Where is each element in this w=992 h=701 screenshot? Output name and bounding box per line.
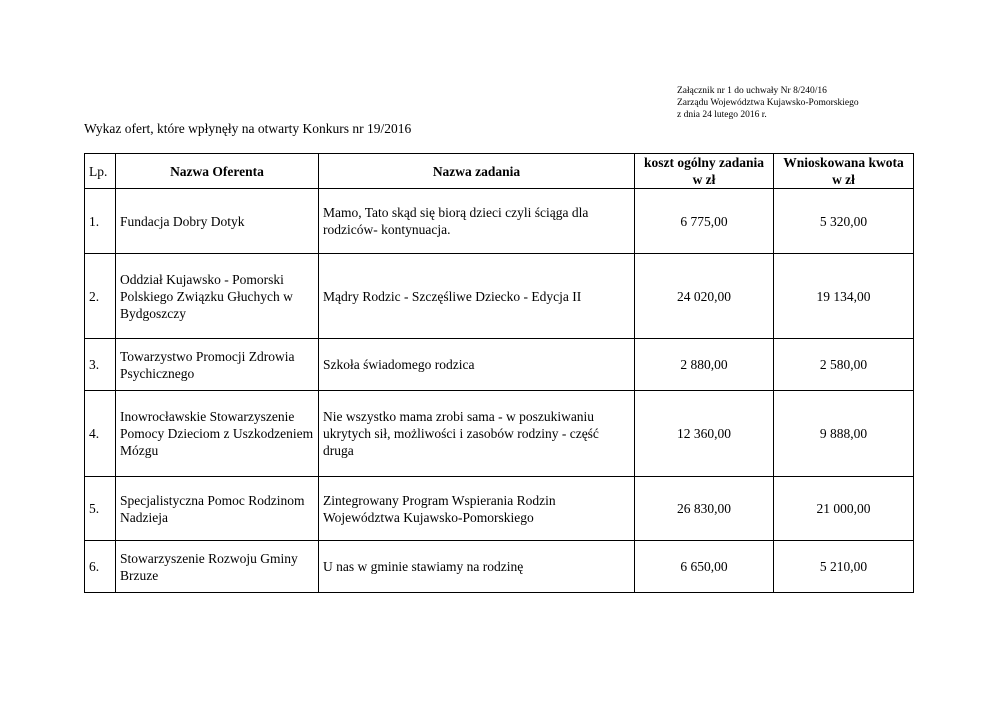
cell-lp: 4. — [85, 391, 116, 477]
header-total-cost — [635, 154, 774, 189]
cell-lp: 2. — [85, 254, 116, 339]
table-row — [85, 541, 914, 593]
cell-requested-amount: 21 000,00 — [774, 477, 914, 541]
annex-note-line-1: Załącznik nr 1 do uchwały Nr 8/240/16 — [677, 86, 827, 96]
document-title: Wykaz ofert, które wpłynęły na otwarty Konkurs nr 19/2016 — [84, 121, 412, 136]
cell-task-name: Nie wszystko mama zrobi sama - w poszukiwaniu ukrytych sił, możliwości i zasobów rodziny - część druga — [319, 391, 635, 477]
offers-table — [84, 153, 914, 593]
header-requested-amount — [774, 154, 914, 189]
annex-note-line-2: Zarządu Województwa Kujawsko-Pomorskiego — [677, 98, 859, 108]
cell-lp: 6. — [85, 541, 116, 593]
cell-task-name: U nas w gminie stawiamy na rodzinę — [319, 541, 635, 593]
header-task-name: Nazwa zadania — [319, 154, 635, 189]
cell-offerer-name: Specjalistyczna Pomoc Rodzinom Nadzieja — [116, 477, 319, 541]
cell-task-name: Mądry Rodzic - Szczęśliwe Dziecko - Edycja II — [319, 254, 635, 339]
table-header-row — [85, 154, 914, 189]
cell-lp: 1. — [85, 189, 116, 254]
table-row — [85, 339, 914, 391]
cell-offerer-name: Inowrocławskie Stowarzyszenie Pomocy Dzieciom z Uszkodzeniem Mózgu — [116, 391, 319, 477]
cell-offerer-name: Fundacja Dobry Dotyk — [116, 189, 319, 254]
header-lp: Lp. — [85, 154, 116, 189]
cell-offerer-name: Stowarzyszenie Rozwoju Gminy Brzuze — [116, 541, 319, 593]
header-total-cost-line-1: koszt ogólny zadania — [643, 155, 765, 170]
cell-total-cost: 26 830,00 — [635, 477, 774, 541]
cell-total-cost: 24 020,00 — [635, 254, 774, 339]
table-row — [85, 391, 914, 477]
cell-lp: 5. — [85, 477, 116, 541]
cell-offerer-name: Towarzystwo Promocji Zdrowia Psychicznego — [116, 339, 319, 391]
cell-total-cost: 6 775,00 — [635, 189, 774, 254]
cell-total-cost: 2 880,00 — [635, 339, 774, 391]
annex-note — [677, 85, 859, 121]
cell-task-name: Szkoła świadomego rodzica — [319, 339, 635, 391]
cell-requested-amount: 9 888,00 — [774, 391, 914, 477]
table-row — [85, 189, 914, 254]
header-requested-amount-line-2: w zł — [832, 172, 855, 187]
cell-total-cost: 12 360,00 — [635, 391, 774, 477]
cell-task-name: Mamo, Tato skąd się biorą dzieci czyli ściąga dla rodziców- kontynuacja. — [319, 189, 635, 254]
cell-offerer-name: Oddział Kujawsko - Pomorski Polskiego Związku Głuchych w Bydgoszczy — [116, 254, 319, 339]
cell-total-cost: 6 650,00 — [635, 541, 774, 593]
header-requested-amount-line-1: Wnioskowana kwota — [783, 155, 904, 170]
table-row — [85, 254, 914, 339]
cell-requested-amount: 19 134,00 — [774, 254, 914, 339]
header-offerer-name: Nazwa Oferenta — [116, 154, 319, 189]
header-total-cost-line-2: w zł — [692, 172, 716, 187]
table-row — [85, 477, 914, 541]
cell-task-name: Zintegrowany Program Wspierania Rodzin Województwa Kujawsko-Pomorskiego — [319, 477, 635, 541]
cell-lp: 3. — [85, 339, 116, 391]
cell-requested-amount: 5 210,00 — [774, 541, 914, 593]
cell-requested-amount: 2 580,00 — [774, 339, 914, 391]
cell-requested-amount: 5 320,00 — [774, 189, 914, 254]
annex-note-line-3: z dnia 24 lutego 2016 r. — [677, 110, 767, 120]
